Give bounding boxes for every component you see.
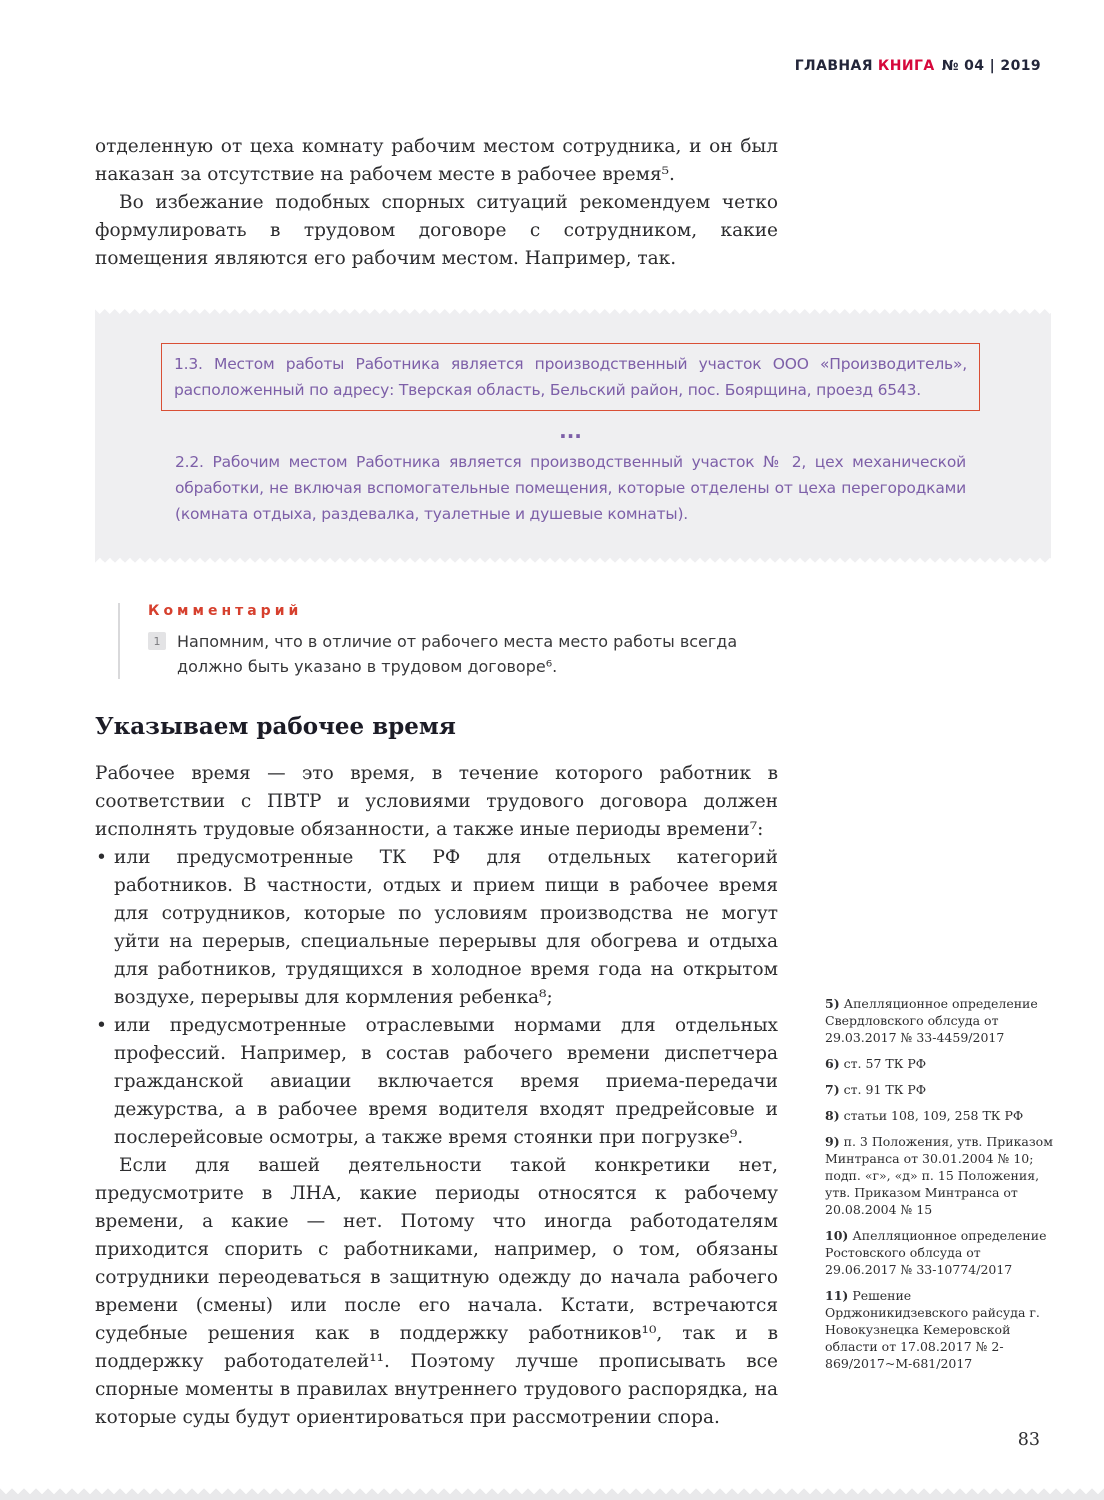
footnote-number: 11) — [825, 1288, 849, 1303]
contract-excerpt-body — [95, 319, 1051, 553]
footnote-9 — [825, 1133, 1055, 1218]
contract-excerpt-box — [95, 309, 1051, 563]
footnote-number: 7) — [825, 1082, 840, 1097]
footnote-text: статьи 108, 109, 258 ТК РФ — [843, 1108, 1024, 1123]
comment-number-badge: 1 — [148, 632, 166, 650]
footnote-8 — [825, 1107, 1055, 1124]
contract-clause-2-2: 2.2. Рабочим местом Работника является производственный участок № 2, цех механической обработки, не включая вспомогательные помещения, которые отделены от цеха перегородками (комната отдыха, раздевалка, туалетные и душевые комнаты). — [175, 453, 966, 523]
comment-item — [148, 629, 778, 679]
footnote-text: ст. 91 ТК РФ — [843, 1082, 927, 1097]
footnote-text: ст. 57 ТК РФ — [843, 1056, 927, 1071]
footnote-7 — [825, 1081, 1055, 1098]
intro-paragraph-2: Во избежание подобных спорных ситуаций рекомендуем четко формулировать в трудовом договоре с сотрудником, какие помещения являются его рабочим местом. Например, так. — [95, 192, 778, 269]
comment-block — [118, 603, 778, 679]
page-number: 83 — [1017, 1430, 1040, 1450]
footnote-6 — [825, 1055, 1055, 1072]
section-heading: Указываем рабочее время — [95, 713, 456, 740]
footnote-text: Апелляционное определение Ростовского облсуда от 29.06.2017 № 33-10774/2017 — [825, 1228, 1047, 1277]
footnote-text: Решение Орджоникидзевского райсуда г. Новокузнецка Кемеровской области от 17.08.2017 № 2-869/2017~М-681/2017 — [825, 1288, 1040, 1371]
masthead-title-dark: ГЛАВНАЯ — [794, 58, 873, 74]
comment-title: Комментарий — [148, 603, 303, 619]
footnote-text: п. 3 Положения, утв. Приказом Минтранса от 30.01.2004 № 10; подп. «г», «д» п. 15 Положения, утв. Приказом Минтранса от 20.08.2004 № 15 — [825, 1134, 1053, 1217]
intro-paragraph-1: отделенную от цеха комнату рабочим местом сотрудника, и он был наказан за отсутствие на рабочем месте в рабочее время⁵. — [95, 136, 778, 185]
footnote-number: 6) — [825, 1056, 840, 1071]
masthead-issue: № 04 | 2019 — [941, 58, 1041, 74]
footnote-5 — [825, 995, 1055, 1046]
footnote-number: 8) — [825, 1108, 840, 1123]
comment-text: Напомним, что в отличие от рабочего места место работы всегда должно быть указано в трудовом договоре⁶. — [177, 632, 738, 676]
zigzag-top-edge — [95, 309, 1051, 319]
footnote-10 — [825, 1227, 1055, 1278]
zigzag-bottom-edge — [95, 553, 1051, 563]
excerpt-ellipsis: ... — [559, 419, 582, 443]
footnote-text: Апелляционное определение Свердловского облсуда от 29.03.2017 № 33-4459/2017 — [825, 996, 1038, 1045]
footnote-number: 10) — [825, 1228, 849, 1243]
contract-clause-1-3: 1.3. Местом работы Работника является производственный участок ООО «Производитель», расположенный по адресу: Тверская область, Бельский район, пос. Боярщина, проезд 6543. — [161, 343, 980, 411]
magazine-masthead — [795, 58, 1041, 74]
section-paragraph-1: Рабочее время — это время, в течение которого работник в соответствии с ПВТР и условиями трудового договора должен исполнять трудовые обязанности, а также иные периоды времени⁷: — [95, 763, 778, 840]
section-paragraph-2: Если для вашей деятельности такой конкретики нет, предусмотрите в ЛНА, какие периоды относятся к рабочему времени, а какие — нет. Потому что иногда работодателям приходится спорить с работниками, например, о том, обязаны сотрудники переодеваться в защитную одежду до начала рабочего времени (смены) или после его начала. Кстати, встречаются судебные решения как в поддержку работников¹⁰, так и в поддержку работодателей¹¹. Поэтому лучше прописывать все спорные моменты в правилах внутреннего трудового распорядка, на которые суды будут ориентироваться при рассмотрении спора. — [95, 1155, 778, 1428]
bullet-item-2: • или предусмотренные отраслевыми нормами для отдельных профессий. Например, в состав рабочего времени диспетчера гражданской авиации включается время приема-передачи дежурства, а в рабочее время водителя входят предрейсовые и послерейсовые осмотры, а также время стоянки при погрузке⁹. — [95, 1012, 778, 1152]
footnote-number: 9) — [825, 1134, 840, 1149]
masthead-title-red: КНИГА — [877, 58, 935, 74]
footnotes-sidebar — [825, 995, 1055, 1381]
footnote-number: 5) — [825, 996, 840, 1011]
page-bottom-perforation — [0, 1488, 1104, 1500]
bullet-item-1: • или предусмотренные ТК РФ для отдельных категорий работников. В частности, отдых и прием пищи в рабочее время для сотрудников, которые по условиям производства не могут уйти на перерыв, специальные перерывы для обогрева и отдыха для работников, трудящихся в холодное время года на открытом воздухе, перерывы для кормления ребенка⁸; — [95, 844, 778, 1012]
footnote-11 — [825, 1287, 1055, 1372]
